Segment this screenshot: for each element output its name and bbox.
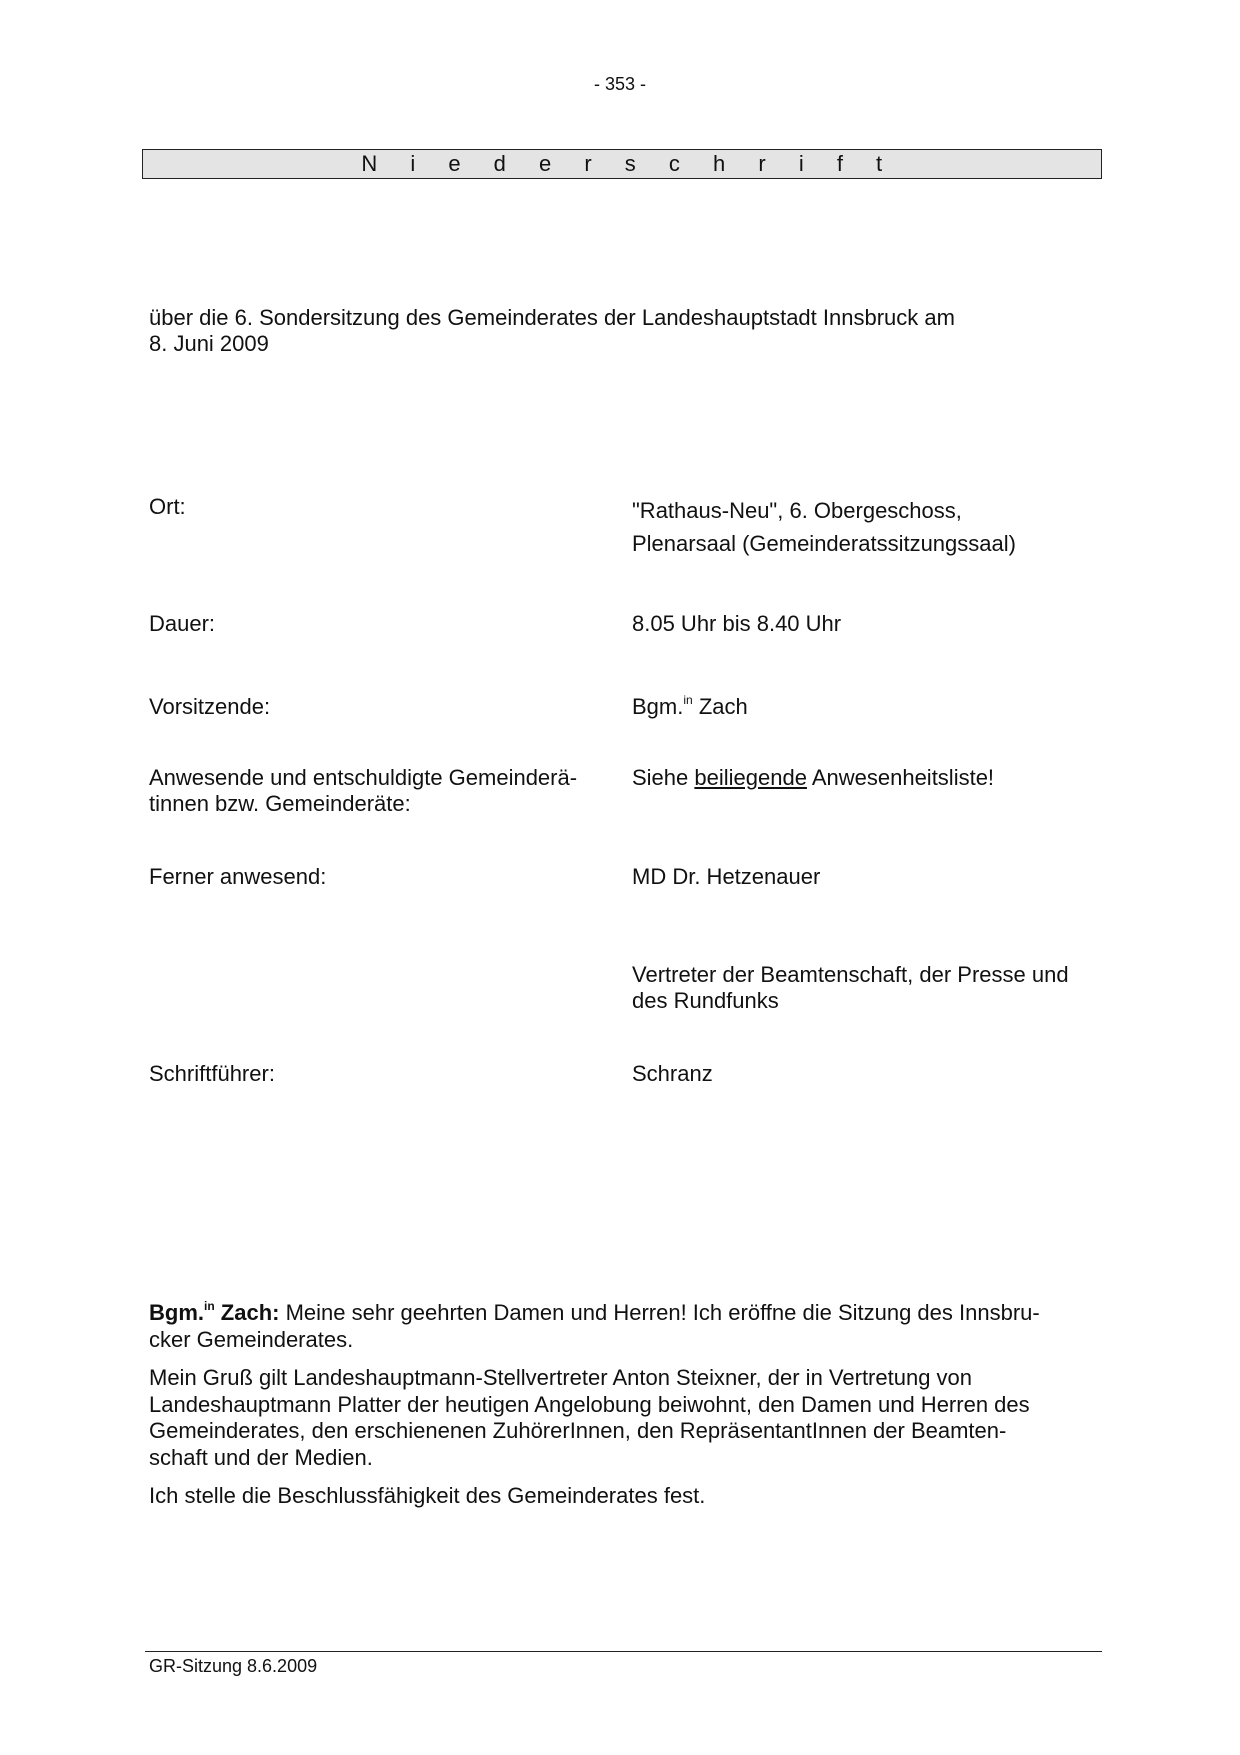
p1-rest-2: cker Gemeinderates. (149, 1326, 354, 1352)
intro-line-2: 8. Juni 2009 (149, 331, 269, 356)
vorsitz-label: Vorsitzende: (149, 694, 271, 719)
speaker-prefix: Bgm. (149, 1300, 204, 1325)
anwesende-value (632, 765, 994, 791)
dauer-label: Dauer: (149, 611, 216, 636)
speech-paragraph-2 (149, 1365, 1099, 1471)
speech-body (149, 1300, 1099, 1522)
ort-value-line-1: "Rathaus-Neu", 6. Obergeschoss, (632, 498, 962, 523)
page-number: - 353 - (593, 74, 647, 94)
p1-rest-1: Meine sehr geehrten Damen und Herren! Ich eröffne die Sitzung des Innsbru- (279, 1300, 1040, 1325)
speech-paragraph-3: Ich stelle die Beschlussfähigkeit des Gemeinderates fest. (149, 1483, 706, 1508)
vorsitz-prefix: Bgm. (632, 694, 684, 719)
vertreter-line-2: des Rundfunks (632, 988, 779, 1013)
anwesende-label-line-2: tinnen bzw. Gemeinderäte: (149, 791, 411, 816)
vorsitz-value (632, 694, 748, 720)
ort-value (632, 494, 1016, 560)
dauer-value: 8.05 Uhr bis 8.40 Uhr (632, 611, 842, 636)
footer-divider (145, 1651, 1102, 1652)
document-title: N i e d e r s c h r i f t (142, 149, 1102, 179)
ferner-value: MD Dr. Hetzenauer (632, 864, 821, 889)
footer-text: GR-Sitzung 8.6.2009 (149, 1656, 318, 1676)
schrift-value: Schranz (632, 1061, 713, 1086)
p2-line-4: schaft und der Medien. (149, 1444, 373, 1470)
anwesende-post: Anwesenheitsliste! (806, 765, 995, 790)
speaker-name (149, 1300, 279, 1325)
schrift-label: Schriftführer: (149, 1061, 275, 1086)
anwesende-underlined: beiliegende (694, 765, 807, 790)
ort-label: Ort: (149, 494, 186, 519)
vorsitz-superscript: in (683, 693, 693, 707)
intro-text (149, 305, 955, 357)
p2-line-3: Gemeinderates, den erschienenen ZuhörerInnen, den RepräsentantInnen der Beamten- (149, 1418, 1007, 1443)
vorsitz-name: Zach (692, 694, 748, 719)
intro-line-1: über die 6. Sondersitzung des Gemeinderates der Landeshauptstadt Innsbruck am (149, 305, 955, 330)
ort-value-line-2: Plenarsaal (Gemeinderatssitzungssaal) (632, 531, 1016, 556)
speech-paragraph-1 (149, 1300, 1099, 1353)
speaker-superscript: in (204, 1299, 215, 1313)
ferner-label: Ferner anwesend: (149, 864, 327, 889)
anwesende-label-line-1: Anwesende und entschuldigte Gemeinderä- (149, 765, 578, 790)
anwesende-pre: Siehe (632, 765, 695, 790)
p2-line-1: Mein Gruß gilt Landeshauptmann-Stellvertreter Anton Steixner, der in Vertretung von (149, 1365, 973, 1390)
speaker-surname: Zach: (214, 1300, 280, 1325)
vertreter-value (632, 962, 1069, 1014)
vertreter-line-1: Vertreter der Beamtenschaft, der Presse und (632, 962, 1069, 987)
p2-line-2: Landeshauptmann Platter der heutigen Angelobung beiwohnt, den Damen und Herren des (149, 1391, 1030, 1417)
anwesende-label (149, 765, 577, 817)
